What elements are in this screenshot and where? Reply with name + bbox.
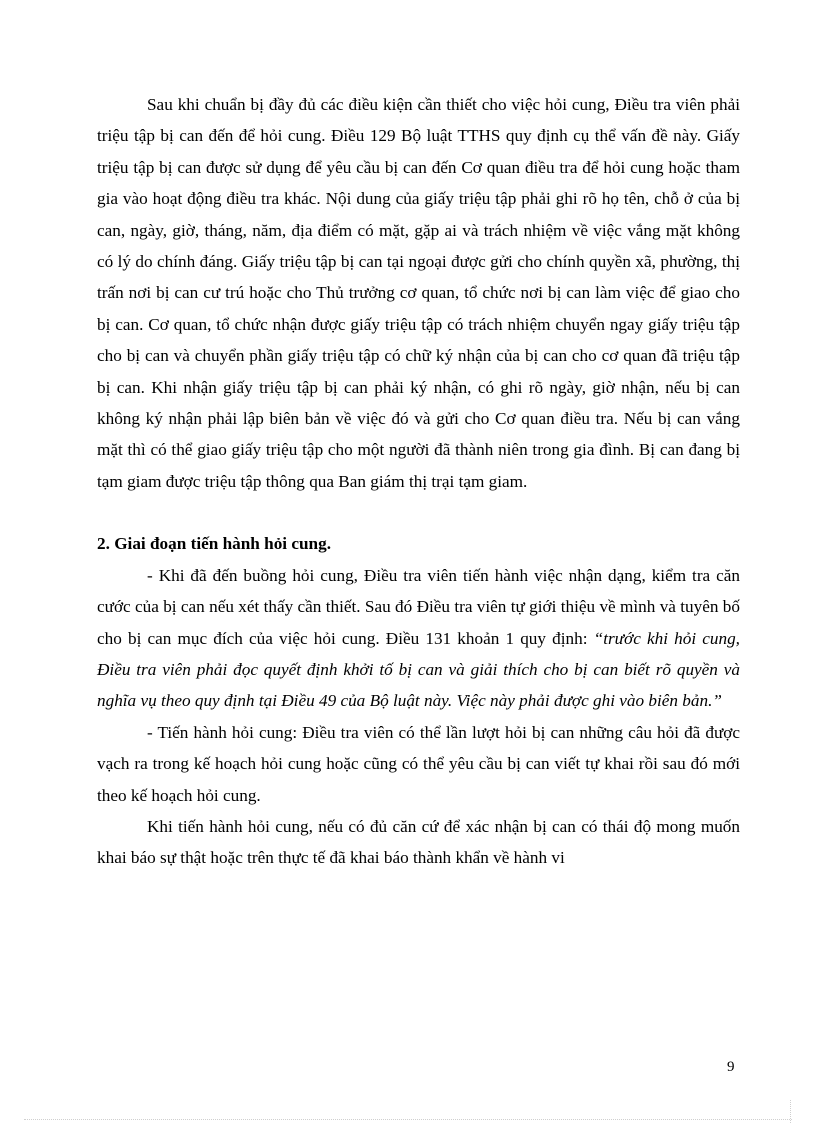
legal-quote: “trước khi hỏi cung, Điều tra viên phải đọc quyết định khởi tố bị can và giải thích cho bị can biết rõ quyền và nghĩa vụ theo quy định tại Điều 49 của Bộ luật này. Việc này phải được ghi vào biên bản.” bbox=[97, 628, 740, 711]
body-paragraph-summons: Sau khi chuẩn bị đầy đủ các điều kiện cần thiết cho việc hỏi cung, Điều tra viên phải triệu tập bị can đến để hỏi cung. Điều 129 Bộ luật TTHS quy định cụ thể vấn đề này. Giấy triệu tập bị can được sử dụng để yêu cầu bị can đến Cơ quan điều tra để hỏi cung hoặc tham gia vào hoạt động điều tra khác. Nội dung của giấy triệu tập phải ghi rõ họ tên, chỗ ở của bị can, ngày, giờ, tháng, năm, địa điểm có mặt, gặp ai và trách nhiệm về việc vắng mặt không có lý do chính đáng. Giấy triệu tập bị can tại ngoại được gửi cho chính quyền xã, phường, thị trấn nơi bị can cư trú hoặc cho Thủ trưởng cơ quan, tổ chức nơi bị can làm việc để giao cho bị can. Cơ quan, tổ chức nhận được giấy triệu tập có trách nhiệm chuyển ngay giấy triệu tập cho bị can và chuyển phần giấy triệu tập có chữ ký nhận của bị can cho cơ quan đã triệu tập bị can. Khi nhận giấy triệu tập bị can phải ký nhận, có ghi rõ ngày, giờ nhận, nếu bị can không ký nhận phải lập biên bản về việc đó và gửi cho Cơ quan điều tra. Nếu bị can vắng mặt thì có thể giao giấy triệu tập cho một người đã thành niên trong gia đình. Bị can đang bị tạm giam được triệu tập thông qua Ban giám thị trại tạm giam. bbox=[97, 95, 740, 491]
page-bottom-border bbox=[24, 1119, 792, 1120]
body-paragraph-identification bbox=[97, 560, 740, 717]
identification-text: - Khi đã đến buồng hỏi cung, Điều tra viên tiến hành việc nhận dạng, kiểm tra căn cước của bị can nếu xét thấy cần thiết. Sau đó Điều tra viên tự giới thiệu về mình và tuyên bố cho bị can mục đích của việc hỏi cung. Điều 131 khoản 1 quy định: bbox=[97, 565, 740, 648]
body-paragraph-confession: Khi tiến hành hỏi cung, nếu có đủ căn cứ để xác nhận bị can có thái độ mong muốn khai báo sự thật hoặc trên thực tế đã khai báo thành khẩn về hành vi bbox=[97, 816, 740, 868]
page-number: 9 bbox=[727, 1059, 735, 1075]
body-paragraph-questioning: - Tiến hành hỏi cung: Điều tra viên có thể lần lượt hỏi bị can những câu hỏi đã được vạch ra trong kế hoạch hỏi cung hoặc cũng có thể yêu cầu bị can viết tự khai rồi sau đó mới theo kế hoạch hỏi cung. bbox=[97, 722, 740, 805]
section-heading: 2. Giai đoạn tiến hành hỏi cung. bbox=[97, 534, 332, 554]
page-right-border bbox=[790, 1100, 791, 1123]
document-body bbox=[97, 89, 740, 874]
